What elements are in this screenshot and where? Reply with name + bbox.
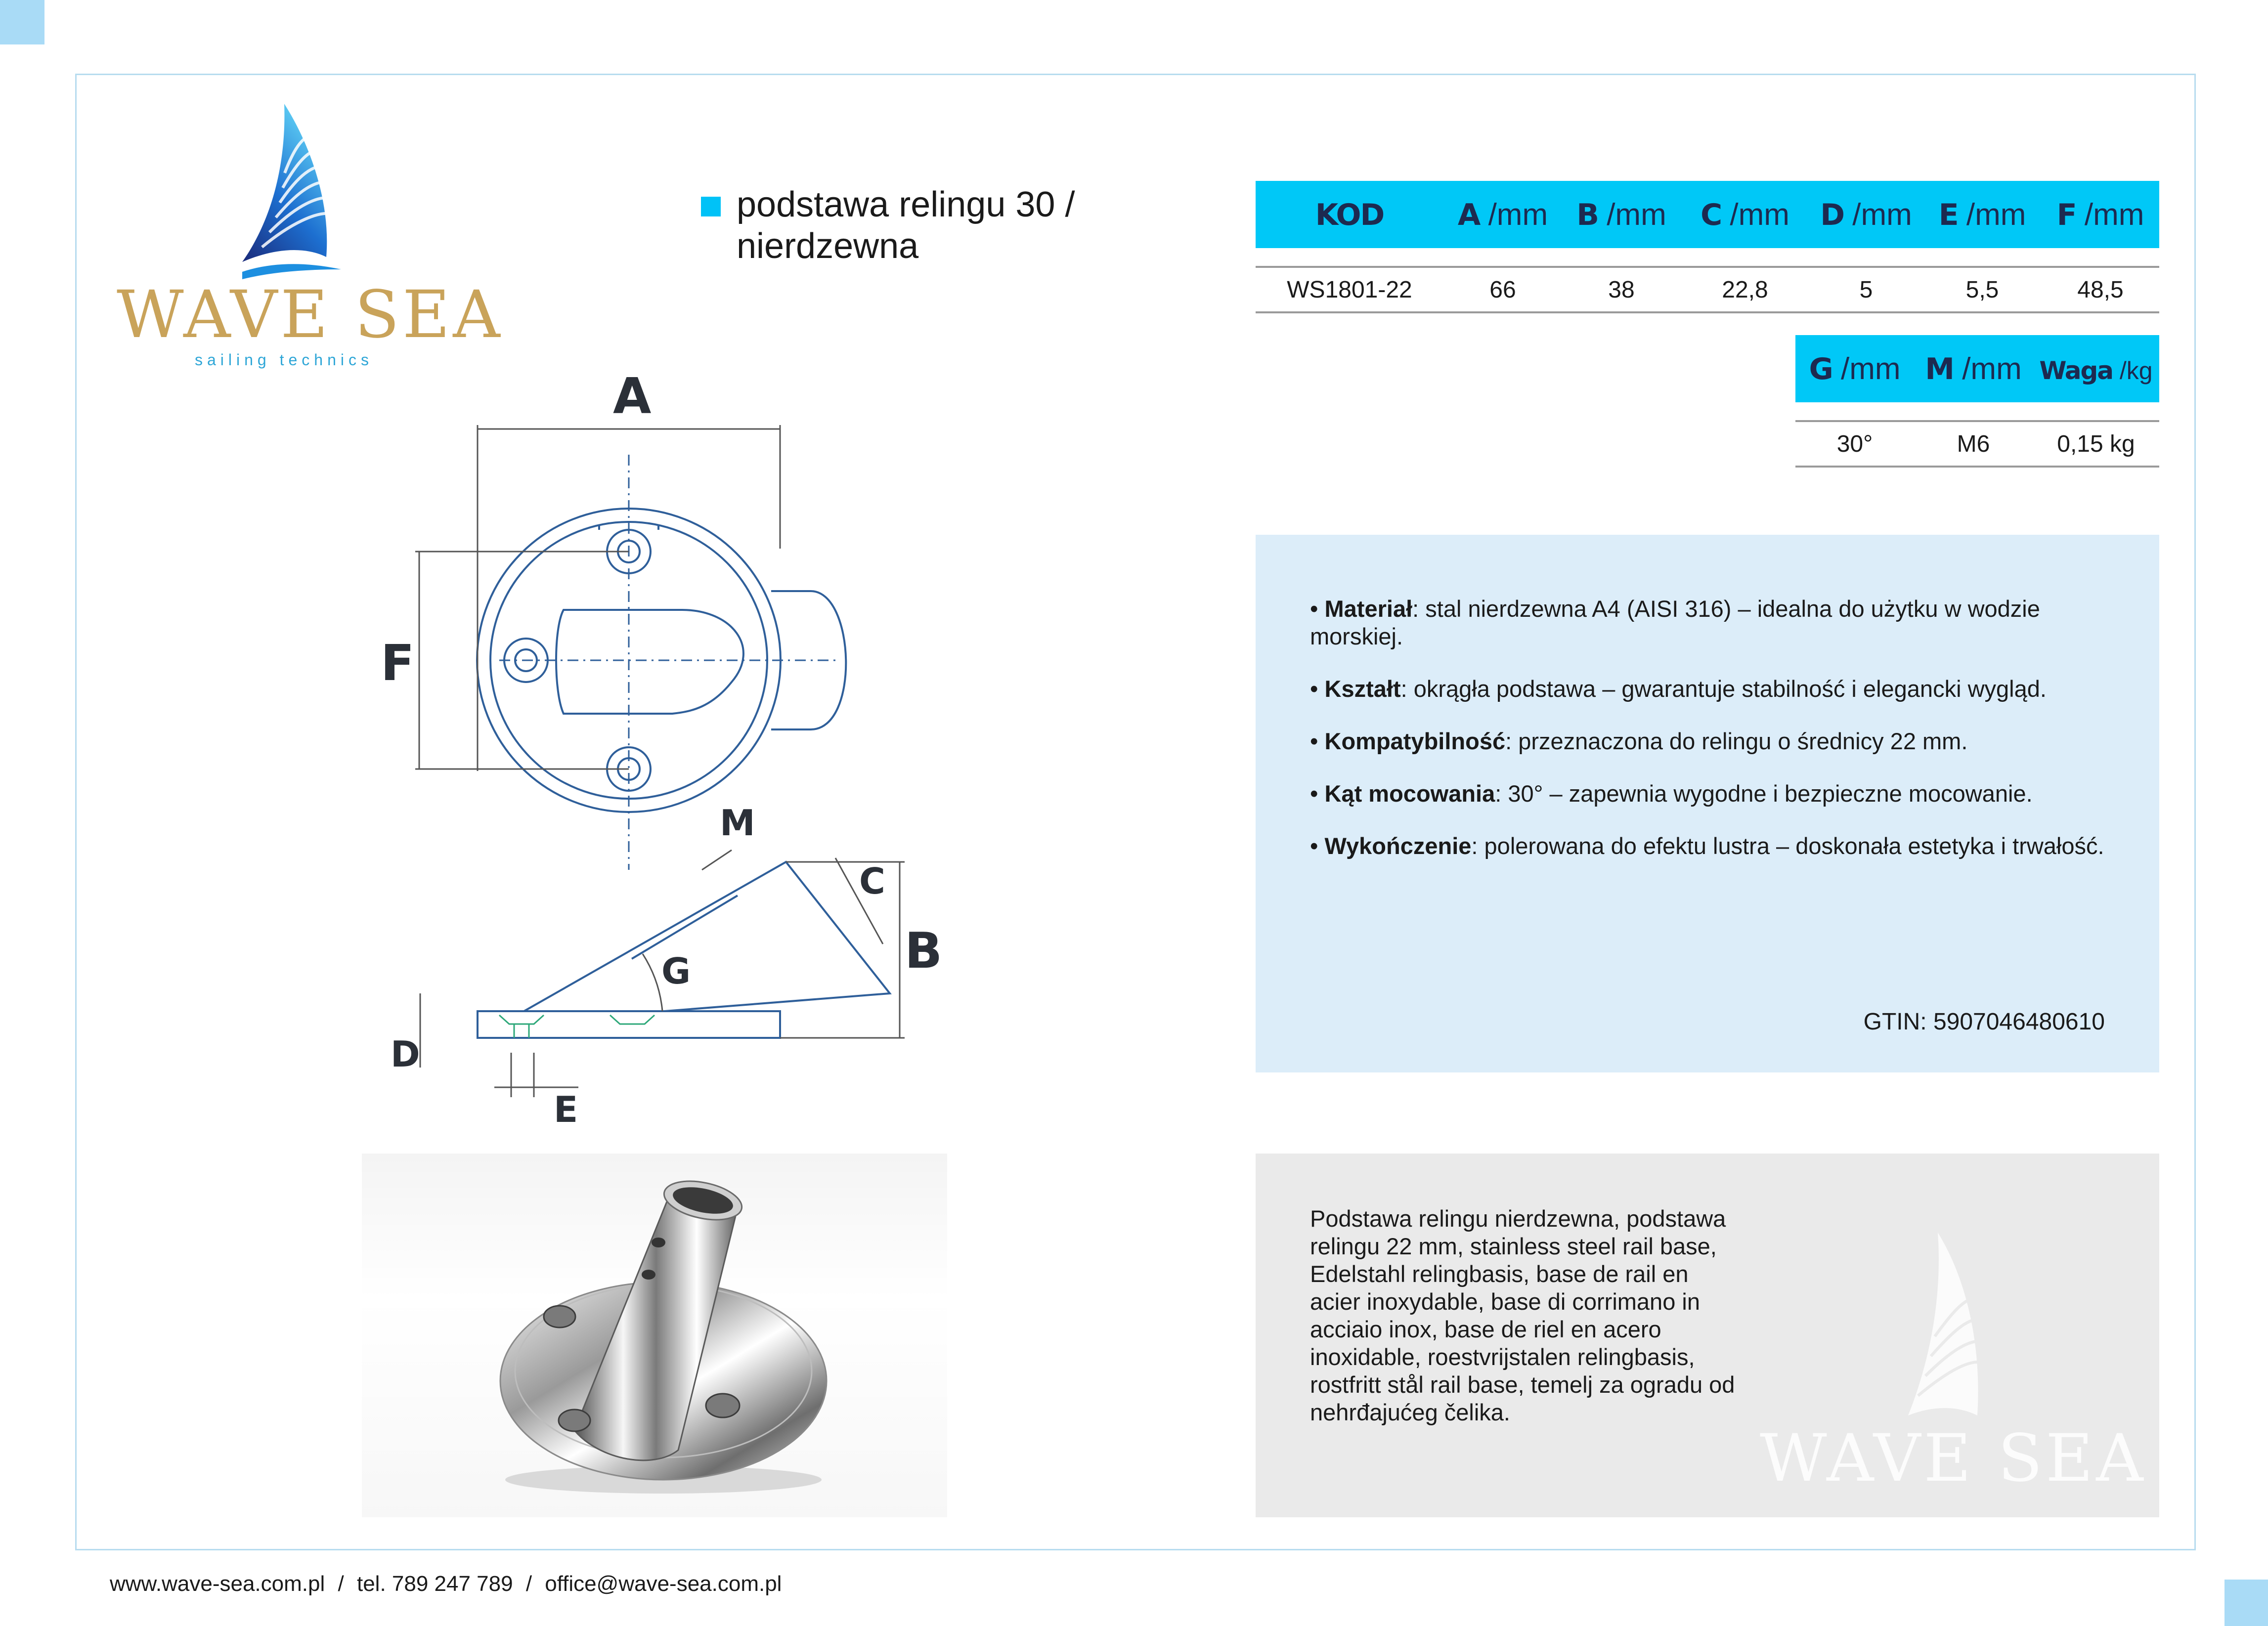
spec-table-header-row <box>1795 335 2159 402</box>
brand-tagline: sailing technics <box>195 351 373 369</box>
header-cell-f: F /mm <box>2042 181 2159 248</box>
header-cell-waga: Waga /kg <box>2033 335 2159 402</box>
cell-e: 5,5 <box>1923 267 2042 312</box>
label-a: A <box>613 367 652 425</box>
list-item: • Wykończenie: polerowana do efektu lustra – doskonała estetyka i trwałość. <box>1310 833 2104 859</box>
spec-table-extra <box>1795 335 2159 468</box>
title-bullet-square <box>701 197 721 216</box>
footer-contact <box>110 1572 782 1596</box>
product-title: podstawa relingu 30 / nierdzewna <box>737 185 1075 266</box>
footer-phone[interactable]: tel. 789 247 789 <box>356 1572 513 1596</box>
header-cell-a: A /mm <box>1443 181 1562 248</box>
cell-a: 66 <box>1443 267 1562 312</box>
header-cell-d: D /mm <box>1809 181 1923 248</box>
label-f: F <box>381 634 415 692</box>
header-cell-c: C /mm <box>1681 181 1809 248</box>
footer-website-link[interactable]: www.wave-sea.com.pl <box>110 1572 325 1596</box>
table-row <box>1256 267 2159 312</box>
features-box <box>1256 535 2159 1072</box>
footer-email-link[interactable]: office@wave-sea.com.pl <box>545 1572 782 1596</box>
label-d: D <box>391 1033 420 1075</box>
corner-square-top-left <box>0 0 44 44</box>
sail-logo-icon <box>232 99 351 287</box>
cell-d: 5 <box>1809 267 1923 312</box>
features-list <box>1310 595 2111 885</box>
cell-c: 22,8 <box>1681 267 1809 312</box>
spec-table-spacer <box>1795 402 2159 421</box>
header-cell-kod: KOD <box>1256 181 1443 248</box>
header-cell-m: M /mm <box>1914 335 2033 402</box>
list-item: • Kompatybilność: przeznaczona do relingu o średnicy 22 mm. <box>1310 728 1968 754</box>
brand-name: WAVE SEA <box>117 277 503 353</box>
header-cell-e: E /mm <box>1923 181 2042 248</box>
cell-g: 30° <box>1795 421 1914 467</box>
label-b: B <box>905 922 943 980</box>
gtin-code: GTIN: 5907046480610 <box>1863 1009 2105 1035</box>
keywords-box <box>1256 1154 2159 1517</box>
product-photo <box>362 1154 947 1517</box>
label-m: M <box>720 802 755 844</box>
label-g: G <box>661 950 691 992</box>
cell-f: 48,5 <box>2042 267 2159 312</box>
rail-base-illustration <box>362 1154 947 1517</box>
watermark-brand-name: WAVE SEA <box>1760 1420 2146 1497</box>
spec-table-header-row <box>1256 181 2159 248</box>
header-cell-g: G /mm <box>1795 335 1914 402</box>
footer-separator: / <box>338 1572 344 1596</box>
cell-kod: WS1801-22 <box>1256 267 1443 312</box>
spec-table-dimensions <box>1256 181 2159 313</box>
cell-waga: 0,15 kg <box>2033 421 2159 467</box>
footer-separator: / <box>525 1572 532 1596</box>
label-e: E <box>554 1089 578 1130</box>
cell-b: 38 <box>1562 267 1681 312</box>
label-c: C <box>859 860 885 902</box>
keywords-text: Podstawa relingu nierdzewna, podstawa relingu 22 mm, stainless steel rail base, Edelstahl relingbasis, base de rail en acier inoxydable, base di corrimano in acciaio inox, base de riel en acero inoxidable, roestvrijstalen relingbasis, rostfritt stål rail base, temelj za ogradu od nehrđajućeg čelika. <box>1310 1205 1735 1425</box>
corner-square-bottom-right <box>2224 1580 2268 1626</box>
header-cell-b: B /mm <box>1562 181 1681 248</box>
spec-table-spacer <box>1256 248 2159 267</box>
list-item: • Kształt: okrągła podstawa – gwarantuje stabilność i elegancki wygląd. <box>1310 676 2047 702</box>
list-item: • Kąt mocowania: 30° – zapewnia wygodne i bezpieczne mocowanie. <box>1310 780 2033 807</box>
list-item: • Materiał: stal nierdzewna A4 (AISI 316) – idealna do użytku w wodzie morskiej. <box>1310 596 2040 649</box>
table-row <box>1795 421 2159 467</box>
watermark-sail-icon <box>1898 1228 1997 1425</box>
cell-m: M6 <box>1914 421 2033 467</box>
technical-drawing <box>356 356 999 1147</box>
